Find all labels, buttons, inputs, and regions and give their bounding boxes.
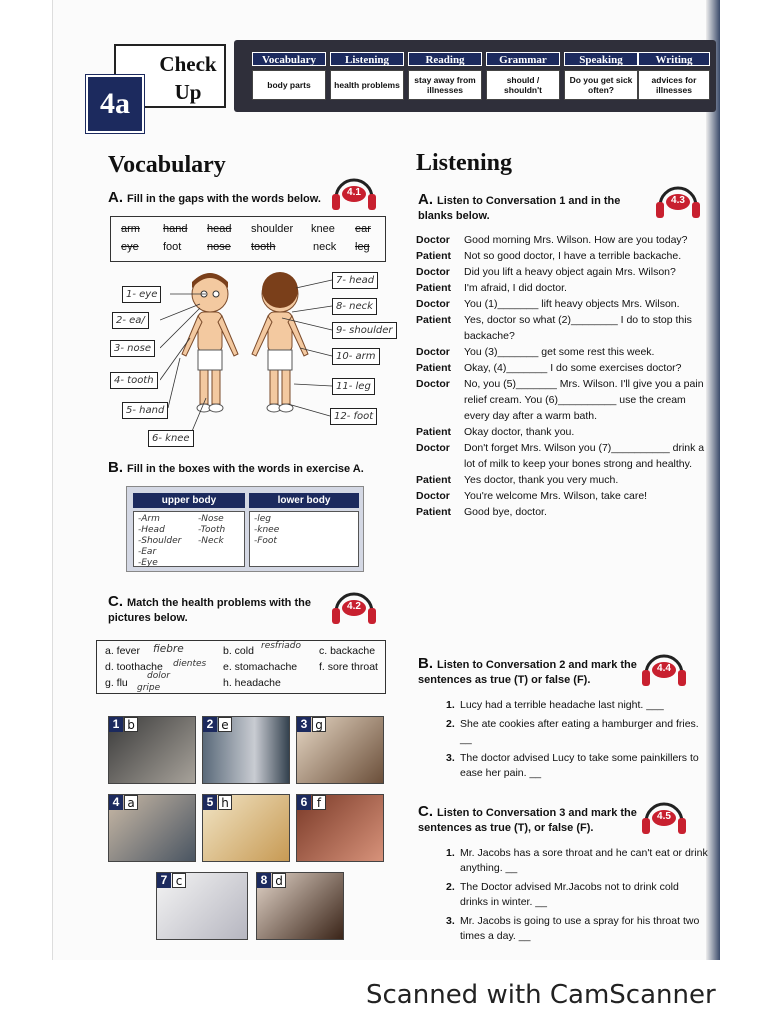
conversation-1 [416, 232, 708, 520]
dialog-line: Doctor No, you (5)_______ Mrs. Wilson. I'll give you a pain relief cream. You (6)__________ use the cream every day after a warm bath. [416, 378, 704, 422]
vocab-exercise-a-title: A. Fill in the gaps with the words below. [108, 189, 321, 206]
body-label-5[interactable]: 5- hand [122, 402, 168, 419]
photo-7: 7 c [156, 872, 248, 940]
dialog-line: Doctor Good morning Mrs. Wilson. How are you today? [416, 234, 688, 246]
dialog-line: Patient Yes, doctor so what (2)________ I do to stop this backache? [416, 314, 692, 342]
dialog-line: Doctor Don't forget Mrs. Wilson you (7)__________ drink a lot of milk to keep your bones strong and healthy. [416, 442, 705, 470]
body-label-2[interactable]: 2- ea/ [112, 312, 149, 329]
tab-reading: Reading stay away from illnesses [408, 52, 482, 100]
photo-5: 5 h [202, 794, 290, 862]
word-bank-word: leg [355, 241, 370, 253]
dialog-line: Patient Okay, (4)_______ I do some exercises doctor? [416, 362, 682, 374]
lower-body-header: lower body [249, 493, 359, 508]
exercise-b-list [446, 698, 708, 785]
word-bank-word: knee [311, 223, 335, 235]
photo-6: 6 f [296, 794, 384, 862]
dialog-line: Patient I'm afraid, I did doctor. [416, 282, 567, 294]
word-bank-word: shoulder [251, 223, 294, 235]
body-label-7[interactable]: 7- head [332, 272, 378, 289]
vocab-exercise-c-title: C. Match the health problems with the pictures below. [108, 593, 311, 624]
body-label-4[interactable]: 4- tooth [110, 372, 158, 389]
dialog-line: Doctor You're welcome Mrs. Wilson, take care! [416, 490, 648, 502]
list-item: 2. The Doctor advised Mr.Jacobs not to drink cold drinks in winter. __ [446, 881, 679, 908]
word-bank-word: foot [163, 241, 182, 253]
word-bank-word: neck [313, 241, 337, 253]
headphones-icon[interactable]: 4.3 [654, 182, 702, 222]
exercise-c-list [446, 846, 708, 948]
upper-body-cell[interactable]: -Arm -Head -Shoulder -Ear -Eye -Nose -Tooth -Neck [133, 511, 245, 567]
listening-heading: Listening [416, 150, 513, 176]
body-parts-table [126, 486, 364, 572]
dialog-line: Doctor You (1)_______ lift heavy objects Mrs. Wilson. [416, 298, 680, 310]
word-bank-word: eye [121, 241, 139, 253]
word-bank-word: arm [121, 223, 140, 235]
problem-item: h. headache [223, 677, 281, 689]
body-label-11[interactable]: 11- leg [332, 378, 375, 395]
upper-body-header: upper body [133, 493, 245, 508]
list-item: 1. Mr. Jacobs has a sore throat and he can't eat or drink anything. __ [446, 847, 708, 874]
dialog-line: Patient Good bye, doctor. [416, 506, 547, 518]
photo-1: 1 b [108, 716, 196, 784]
vocabulary-heading: Vocabulary [108, 152, 226, 178]
photo-3: 3 g [296, 716, 384, 784]
word-bank-word: head [207, 223, 232, 235]
word-bank-word: ear [355, 223, 371, 235]
list-item: 2. She ate cookies after eating a hamburger and fries. __ [446, 718, 699, 745]
problem-item: b. cold [223, 645, 254, 657]
body-label-9[interactable]: 9- shoulder [332, 322, 397, 339]
tab-vocabulary: Vocabulary body parts [252, 52, 326, 100]
tab-grammar: Grammar should / shouldn't [486, 52, 560, 100]
photo-4: 4 a [108, 794, 196, 862]
body-label-6[interactable]: 6- knee [148, 430, 194, 447]
unit-badge: 4a [86, 75, 144, 133]
list-item: 3. Mr. Jacobs is going to use a spray for his throat two times a day. __ [446, 915, 700, 942]
dialog-line: Patient Yes doctor, thank you very much. [416, 474, 619, 486]
problem-item: a. fever [105, 645, 141, 657]
listen-exercise-b-title: B. Listen to Conversation 2 and mark the sentences as true (T) or false (F). [418, 655, 637, 686]
problem-item: e. stomachache [223, 661, 298, 673]
dialog-line: Patient Not so good doctor, I have a terrible backache. [416, 250, 682, 262]
listen-exercise-a-title: A. Listen to Conversation 1 and in the blanks below. [418, 191, 621, 222]
check-up-title: Check Up [159, 52, 217, 104]
photo-8: 8 d [256, 872, 344, 940]
word-bank-word: nose [207, 241, 231, 253]
handwritten-note: fiebre [153, 643, 184, 655]
tab-speaking: Speaking Do you get sick often? [564, 52, 638, 100]
tab-listening: Listening health problems [330, 52, 404, 100]
photo-2: 2 e [202, 716, 290, 784]
body-label-12[interactable]: 12- foot [330, 408, 377, 425]
word-bank-word: hand [163, 223, 188, 235]
headphones-icon[interactable]: 4.4 [640, 650, 688, 690]
problem-item: d. toothache [105, 661, 163, 673]
page-edge [706, 0, 720, 960]
handwritten-note: dientes [173, 659, 207, 669]
headphones-icon[interactable]: 4.5 [640, 798, 688, 838]
scanner-watermark: Scanned with CamScanner [366, 980, 716, 1010]
word-bank [110, 216, 386, 262]
vocab-exercise-b-title: B. Fill in the boxes with the words in exercise A. [108, 459, 364, 476]
problem-item: g. flu [105, 677, 128, 689]
body-label-10[interactable]: 10- arm [332, 348, 380, 365]
headphones-icon[interactable]: 4.2 [330, 588, 378, 628]
problem-item: f. sore throat [319, 661, 378, 673]
handwritten-note: resfriado [261, 641, 302, 651]
body-label-8[interactable]: 8- neck [332, 298, 377, 315]
headphones-icon[interactable]: 4.1 [330, 174, 378, 214]
word-bank-word: tooth [251, 241, 276, 253]
list-item: 1. Lucy had a terrible headache last night. ___ [446, 699, 664, 711]
listen-exercise-c-title: C. Listen to Conversation 3 and mark the sentences as true (T), or false (F). [418, 803, 637, 834]
handwritten-note: dolor [147, 671, 170, 681]
dialog-line: Doctor You (3)_______ get some rest this week. [416, 346, 655, 358]
body-label-3[interactable]: 3- nose [110, 340, 155, 357]
handwritten-note: gripe [137, 683, 161, 693]
dialog-line: Patient Okay doctor, thank you. [416, 426, 575, 438]
tab-writing: Writing advices for illnesses [638, 52, 710, 100]
problem-item: c. backache [319, 645, 376, 657]
list-item: 3. The doctor advised Lucy to take some painkillers to ease her pain. __ [446, 752, 699, 779]
dialog-line: Doctor Did you lift a heavy object again Mrs. Wilson? [416, 266, 676, 278]
lower-body-cell[interactable]: -leg -knee -Foot [249, 511, 359, 567]
health-problems-box [96, 640, 386, 694]
body-label-1[interactable]: 1- eye [122, 286, 161, 303]
